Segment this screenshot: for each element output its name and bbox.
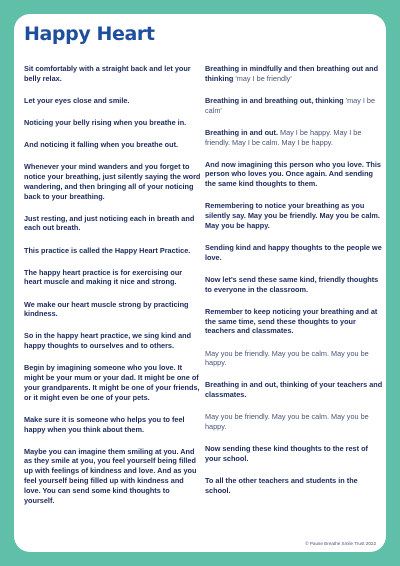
paragraph-light: 'may I be friendly' (235, 73, 292, 83)
copyright-footer: © Pause Breathe Smile Trust 2022 (305, 541, 376, 546)
paragraph (205, 275, 383, 295)
paragraph: And noticing it falling when you breathe out. (24, 140, 179, 150)
paragraph: The happy heart practice is for exercising our heart muscle and making it nice and strong. (24, 267, 183, 287)
paragraph-bold: Breathing in and out. (205, 127, 280, 137)
paragraph: Let your eyes close and smile. (24, 95, 130, 105)
worksheet-page (14, 14, 386, 552)
paragraph-light: 'may I be calm' (205, 95, 376, 115)
paragraph (205, 201, 383, 230)
paragraph (205, 96, 383, 116)
paragraph-bold: Breathing in and breathing out, thinking (205, 95, 346, 105)
paragraph-bold: Breathing in and out, thinking of your teachers and classmates. (205, 380, 383, 400)
left-column (24, 64, 202, 518)
paragraph (205, 349, 383, 369)
paragraph-light: May you be friendly. May you be calm. May you be happy. (205, 348, 369, 368)
right-column (205, 64, 383, 508)
page-title: Happy Heart (24, 23, 155, 45)
paragraph: We make our heart muscle strong by practicing kindness. (24, 299, 189, 319)
paragraph (205, 64, 383, 84)
paragraph-bold: Now let's send these same kind, friendly thoughts to everyone in the classroom. (205, 274, 379, 294)
paragraph: Whenever your mind wanders and you forget to notice your breathing, just silently saying the word wandering, and then bringing all of your noticing back to your breathing. (24, 162, 201, 201)
paragraph (205, 160, 383, 189)
paragraph-bold: Breathing in mindfully and then breathing out and thinking (205, 64, 379, 83)
paragraph (205, 444, 383, 464)
paragraph (205, 412, 383, 432)
paragraph-bold: And now imagining this person who you love. This person who loves you. Once again. And sending the same kind thoughts to them. (205, 159, 381, 189)
paragraph: Begin by imagining someone who you love. It might be your mum or your dad. It might be one of your grandparents. It might be one of your friends, or it might even be one of your pets. (24, 363, 200, 402)
paragraph (205, 128, 383, 148)
paragraph-light: May I be happy. May I be friendly. May I be calm. May I be happy. (205, 127, 362, 147)
paragraph: Just resting, and just noticing each in breath and each out breath. (24, 213, 195, 233)
paragraph (205, 243, 383, 263)
paragraph-bold: Now sending these kind thoughts to the rest of your school. (205, 444, 368, 463)
paragraph: Sit comfortably with a straight back and let your belly relax. (24, 64, 191, 83)
paragraph: Noticing your belly rising when you breathe in. (24, 117, 187, 127)
paragraph-bold: Remembering to notice your breathing as you silently say. May you be friendly. May you be calm. May you be happy. (205, 201, 380, 230)
paragraph: This practice is called the Happy Heart Practice. (24, 245, 191, 255)
paragraph (205, 380, 383, 400)
paragraph-bold: To all the other teachers and students in the school. (205, 476, 358, 495)
paragraph: So in the happy heart practice, we sing kind and happy thoughts to ourselves and to others. (24, 331, 192, 351)
paragraph: Make sure it is someone who helps you to feel happy when you think about them. (24, 414, 185, 434)
paragraph: Maybe you can imagine them smiling at you. And as they smile at you, you feel yourself being filled up with feelings of kindness and love. And as you feel yourself being filled up with kindness and love. You can send some kind thoughts to yourself. (24, 446, 197, 505)
paragraph (205, 307, 383, 336)
paragraph-light: May you be friendly. May you be calm. May you be happy. (205, 412, 369, 432)
paragraph-bold: Remember to keep noticing your breathing and at the same time, send these thoughts to your teachers and classmates. (205, 306, 378, 336)
paragraph (205, 476, 383, 496)
paragraph-bold: Sending kind and happy thoughts to the people we love. (205, 243, 382, 262)
